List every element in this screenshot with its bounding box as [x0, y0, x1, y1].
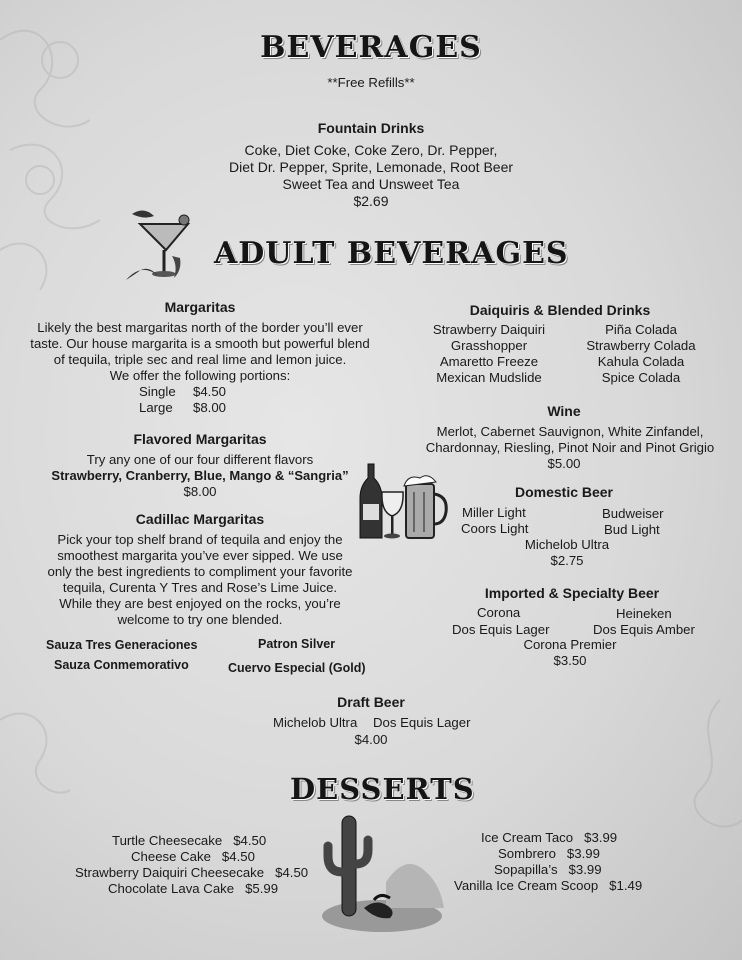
domestic-michelob-ultra: Michelob Ultra: [524, 537, 610, 552]
fountain-line-1: Coke, Diet Coke, Coke Zero, Dr. Pepper,: [244, 142, 498, 158]
wine-price: $5.00: [547, 456, 581, 471]
daiquiri-left-4: Mexican Mudslide: [436, 370, 542, 385]
flavored-margaritas-heading: Flavored Margaritas: [133, 431, 267, 447]
fountain-price: $2.69: [353, 193, 389, 209]
beverages-title: BEVERAGES: [260, 30, 482, 65]
fountain-line-3: Sweet Tea and Unsweet Tea: [282, 176, 460, 192]
dessert-left-1: [112, 833, 266, 849]
cadillac-line-3: only the best ingredients to compliment your favorite: [47, 564, 353, 579]
margaritas-line-3: of tequila, triple sec and real lime and lemon juice.: [53, 352, 347, 367]
dessert-price: $3.99: [584, 830, 618, 845]
dessert-left-2: [131, 849, 255, 865]
draft-price: $4.00: [354, 732, 388, 747]
dessert-price: $1.49: [609, 878, 643, 893]
cadillac-line-2: smoothest margarita you’ve ever sipped. We use: [57, 548, 343, 563]
domestic-price: $2.75: [550, 553, 584, 568]
margaritas-line-1: Likely the best margaritas north of the border you’ll ever: [37, 320, 363, 335]
daiquiri-left-3: Amaretto Freeze: [439, 354, 539, 369]
imported-corona: Corona: [477, 605, 521, 620]
cadillac-margaritas-heading: Cadillac Margaritas: [135, 511, 265, 527]
margarita-glass-icon: [122, 206, 200, 286]
dessert-price: $4.50: [221, 849, 255, 864]
dessert-name: Cheese Cake: [131, 849, 211, 864]
brand-sauza-conmemorativo: Sauza Conmemorativo: [54, 658, 189, 672]
dessert-name: Strawberry Daiquiri Cheesecake: [75, 865, 265, 880]
imported-dos-equis-amber: Dos Equis Amber: [593, 622, 695, 637]
daiquiri-right-3: Kahula Colada: [597, 354, 685, 369]
dessert-left-4: [108, 881, 278, 897]
draft-michelob-ultra: Michelob Ultra: [273, 715, 358, 730]
dessert-name: Sopapilla’s: [494, 862, 558, 877]
brand-sauza-tres: Sauza Tres Generaciones: [46, 638, 198, 652]
daiquiri-right-4: Spice Colada: [601, 370, 681, 385]
dessert-name: Chocolate Lava Cake: [108, 881, 235, 896]
wine-line-2: Chardonnay, Riesling, Pinot Noir and Pinot Grigio: [425, 440, 715, 455]
brand-cuervo-especial: Cuervo Especial (Gold): [228, 661, 366, 675]
cadillac-line-1: Pick your top shelf brand of tequila and enjoy the: [57, 532, 343, 547]
dessert-price: $5.99: [245, 881, 279, 896]
dessert-price: $3.99: [566, 846, 600, 861]
cactus-desert-icon: [316, 812, 448, 934]
daiquiri-right-1: Piña Colada: [605, 322, 677, 337]
dessert-left-3: [75, 865, 308, 881]
portion-large-size: Large: [139, 400, 173, 415]
domestic-coors-light: Coors Light: [461, 521, 529, 536]
cadillac-line-6: welcome to try one blended.: [117, 612, 283, 627]
domestic-miller-light: Miller Light: [462, 505, 526, 520]
adult-beverages-title: ADULT BEVERAGES: [214, 236, 569, 271]
portion-single-price: $4.50: [193, 384, 227, 399]
dessert-price: $4.50: [275, 865, 309, 880]
imported-price: $3.50: [553, 653, 587, 668]
flavored-price: $8.00: [183, 484, 217, 499]
brand-patron-silver: Patron Silver: [258, 637, 336, 651]
draft-dos-equis-lager: Dos Equis Lager: [373, 715, 471, 730]
dessert-name: Vanilla Ice Cream Scoop: [454, 878, 599, 893]
portion-single-size: Single: [139, 384, 176, 399]
flavored-flavors: Strawberry, Cranberry, Blue, Mango & “Sangria”: [51, 468, 349, 483]
wine-line-1: Merlot, Cabernet Sauvignon, White Zinfandel,: [436, 424, 704, 439]
dessert-right-3: [494, 862, 602, 878]
daiquiris-heading: Daiquiris & Blended Drinks: [469, 302, 651, 318]
dessert-name: Turtle Cheesecake: [112, 833, 223, 848]
domestic-beer-heading: Domestic Beer: [514, 484, 614, 500]
dessert-right-1: [481, 830, 617, 846]
daiquiri-left-1: Strawberry Daiquiri: [432, 322, 546, 337]
wine-heading: Wine: [547, 403, 581, 419]
dessert-name: Ice Cream Taco: [481, 830, 574, 845]
dessert-right-4: [454, 878, 642, 894]
margaritas-line-2: taste. Our house margarita is a smooth but powerful blend: [30, 336, 370, 351]
portion-large-price: $8.00: [193, 400, 227, 415]
imported-beer-heading: Imported & Specialty Beer: [484, 585, 660, 601]
dessert-price: $4.50: [233, 833, 267, 848]
margaritas-heading: Margaritas: [164, 299, 236, 315]
margaritas-line-4: We offer the following portions:: [109, 368, 291, 383]
daiquiri-right-2: Strawberry Colada: [586, 338, 696, 353]
imported-corona-premier: Corona Premier: [523, 637, 617, 652]
dessert-right-2: [498, 846, 600, 862]
daiquiri-left-2: Grasshopper: [450, 338, 528, 353]
imported-heineken: Heineken: [616, 606, 672, 621]
draft-beer-heading: Draft Beer: [337, 694, 405, 710]
flavored-line-1: Try any one of our four different flavors: [86, 452, 314, 467]
free-refills-note: **Free Refills**: [327, 75, 415, 90]
cadillac-line-5: While they are best enjoyed on the rocks, you’re: [59, 596, 341, 611]
fountain-line-2: Diet Dr. Pepper, Sprite, Lemonade, Root Beer: [228, 159, 514, 175]
imported-dos-equis-lager: Dos Equis Lager: [452, 622, 550, 637]
domestic-bud-light: Bud Light: [604, 522, 660, 537]
wine-bottle-beer-mug-icon: [358, 462, 452, 544]
dessert-name: Sombrero: [498, 846, 556, 861]
domestic-budweiser: Budweiser: [602, 506, 664, 521]
desserts-title: DESSERTS: [290, 772, 475, 806]
dessert-price: $3.99: [568, 862, 602, 877]
fountain-drinks-heading: Fountain Drinks: [317, 120, 425, 136]
cadillac-line-4: tequila, Curenta Y Tres and Rose’s Lime Juice.: [62, 580, 338, 595]
